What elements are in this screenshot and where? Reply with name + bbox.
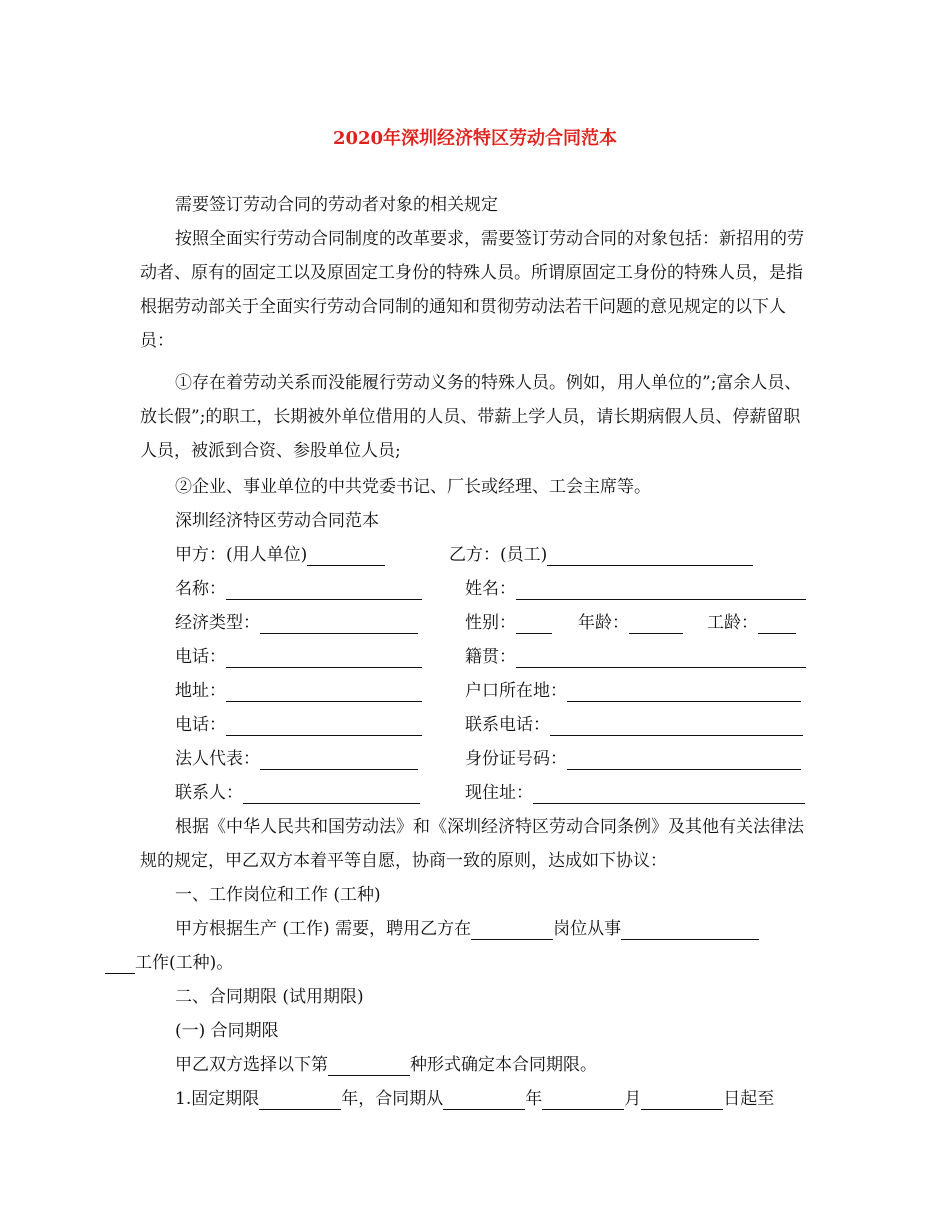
term-choice-text-b: 种形式确定本合同期限。 [410,1055,597,1075]
gender-label: 性别： [465,613,516,633]
intro-paragraph-1: 按照全面实行劳动合同制度的改革要求，需要签订劳动合同的对象包括：新招用的劳动者、原有的固定工以及原固定工身份的特殊人员。所谓原固定工身份的特殊人员，是指根据劳动部关于全面实行劳动合同制的通知和贯彻劳动法若干问题的意见规定的以下人员： [140,229,804,351]
term-choice-text-a: 甲乙双方选择以下第 [175,1055,328,1075]
form-row-address [175,674,815,708]
address-label: 地址： [175,681,226,701]
term-choice-line [140,1048,812,1082]
contact-phone-field[interactable] [465,708,803,742]
phone-label: 电话： [175,647,226,667]
fixed-term-text-e: 日起至 [723,1089,775,1109]
section-2-subheading: (一) 合同期限 [175,1021,279,1041]
age-field[interactable] [578,606,683,640]
native-place-field[interactable] [465,640,806,674]
person-name-label: 姓名： [465,579,516,599]
party-b-field[interactable] [449,538,753,572]
form-row-econ [175,606,815,640]
fixed-term-text-a: 1.固定期限 [175,1089,260,1109]
intro-heading: 需要签订劳动合同的劳动者对象的相关规定 [175,195,498,215]
section-1-heading: 一、工作岗位和工作 (工种) [175,885,381,905]
id-number-field[interactable] [465,742,801,776]
party-b-label: 乙方：(员工) [449,545,548,565]
id-number-label: 身份证号码： [465,749,567,769]
legal-rep-label: 法人代表： [175,749,260,769]
section-1-text-c: 工作(工种)。 [135,953,234,973]
section-1-text-b: 岗位从事 [553,919,622,939]
intro-paragraph-2: ①存在着劳动关系而没能履行劳动义务的特殊人员。例如，用人单位的”;富余人员、放长假”;的职工，长期被外单位借用的人员、带薪上学人员，请长期病假人员、停薪留职人员，被派到合资、参股单位人员; [140,373,802,461]
intro-paragraph-3: ②企业、事业单位的中共党委书记、厂长或经理、工会主席等。 [175,477,651,497]
gender-field[interactable] [465,606,552,640]
fixed-term-text-b: 年，合同期从 [341,1089,444,1109]
work-type-blank[interactable] [621,917,759,940]
fixed-term-line [140,1082,812,1116]
term-choice-blank[interactable] [328,1053,410,1076]
party-a-field[interactable] [175,538,385,572]
current-address-field[interactable] [465,776,805,810]
age-label: 年龄： [578,613,629,633]
person-name-field[interactable] [465,572,806,606]
form-row-phone [175,640,815,674]
phone2-label: 电话： [175,715,226,735]
section-1-text-a: 甲方根据生产 (工作) 需要，聘用乙方在 [175,919,472,939]
fixed-term-text-d: 月 [624,1089,642,1109]
native-place-label: 籍贯： [465,647,516,667]
section-1-paragraph [135,912,812,980]
econ-type-field[interactable] [175,606,418,640]
phone2-field[interactable] [175,708,422,742]
legal-basis-paragraph: 根据《中华人民共和国劳动法》和《深圳经济特区劳动合同条例》及其他有关法律法规的规定，甲乙双方本着平等自愿，协商一致的原则，达成如下协议： [140,817,804,871]
document-title: 2020年深圳经济特区劳动合同范本 [332,128,618,149]
form-row-legal [175,742,815,776]
form-row-name [175,572,815,606]
current-address-label: 现住址： [465,783,533,803]
econ-type-label: 经济类型： [175,613,260,633]
form-row-parties [175,538,815,572]
work-years-label: 工龄： [707,613,758,633]
hukou-label: 户口所在地： [465,681,567,701]
contact-person-label: 联系人： [175,783,243,803]
work-years-field[interactable] [707,606,796,640]
start-month-blank[interactable] [542,1087,624,1110]
contact-person-field[interactable] [175,776,420,810]
address-field[interactable] [175,674,422,708]
section-2-heading: 二、合同期限 (试用期限) [175,987,364,1007]
name-label: 名称： [175,579,226,599]
years-blank[interactable] [259,1087,341,1110]
intro-paragraph-4: 深圳经济特区劳动合同范本 [175,511,379,531]
party-a-label: 甲方：(用人单位) [175,545,308,565]
contact-phone-label: 联系电话： [465,715,550,735]
form-row-contact [175,776,815,810]
phone-field[interactable] [175,640,422,674]
start-year-blank[interactable] [443,1087,525,1110]
name-field[interactable] [175,572,422,606]
legal-rep-field[interactable] [175,742,418,776]
start-day-blank[interactable] [641,1087,723,1110]
post-blank[interactable] [471,917,553,940]
hukou-field[interactable] [465,674,801,708]
work-type-blank-cont[interactable] [105,951,135,974]
fixed-term-text-c: 年 [525,1089,543,1109]
form-row-phone2 [175,708,815,742]
